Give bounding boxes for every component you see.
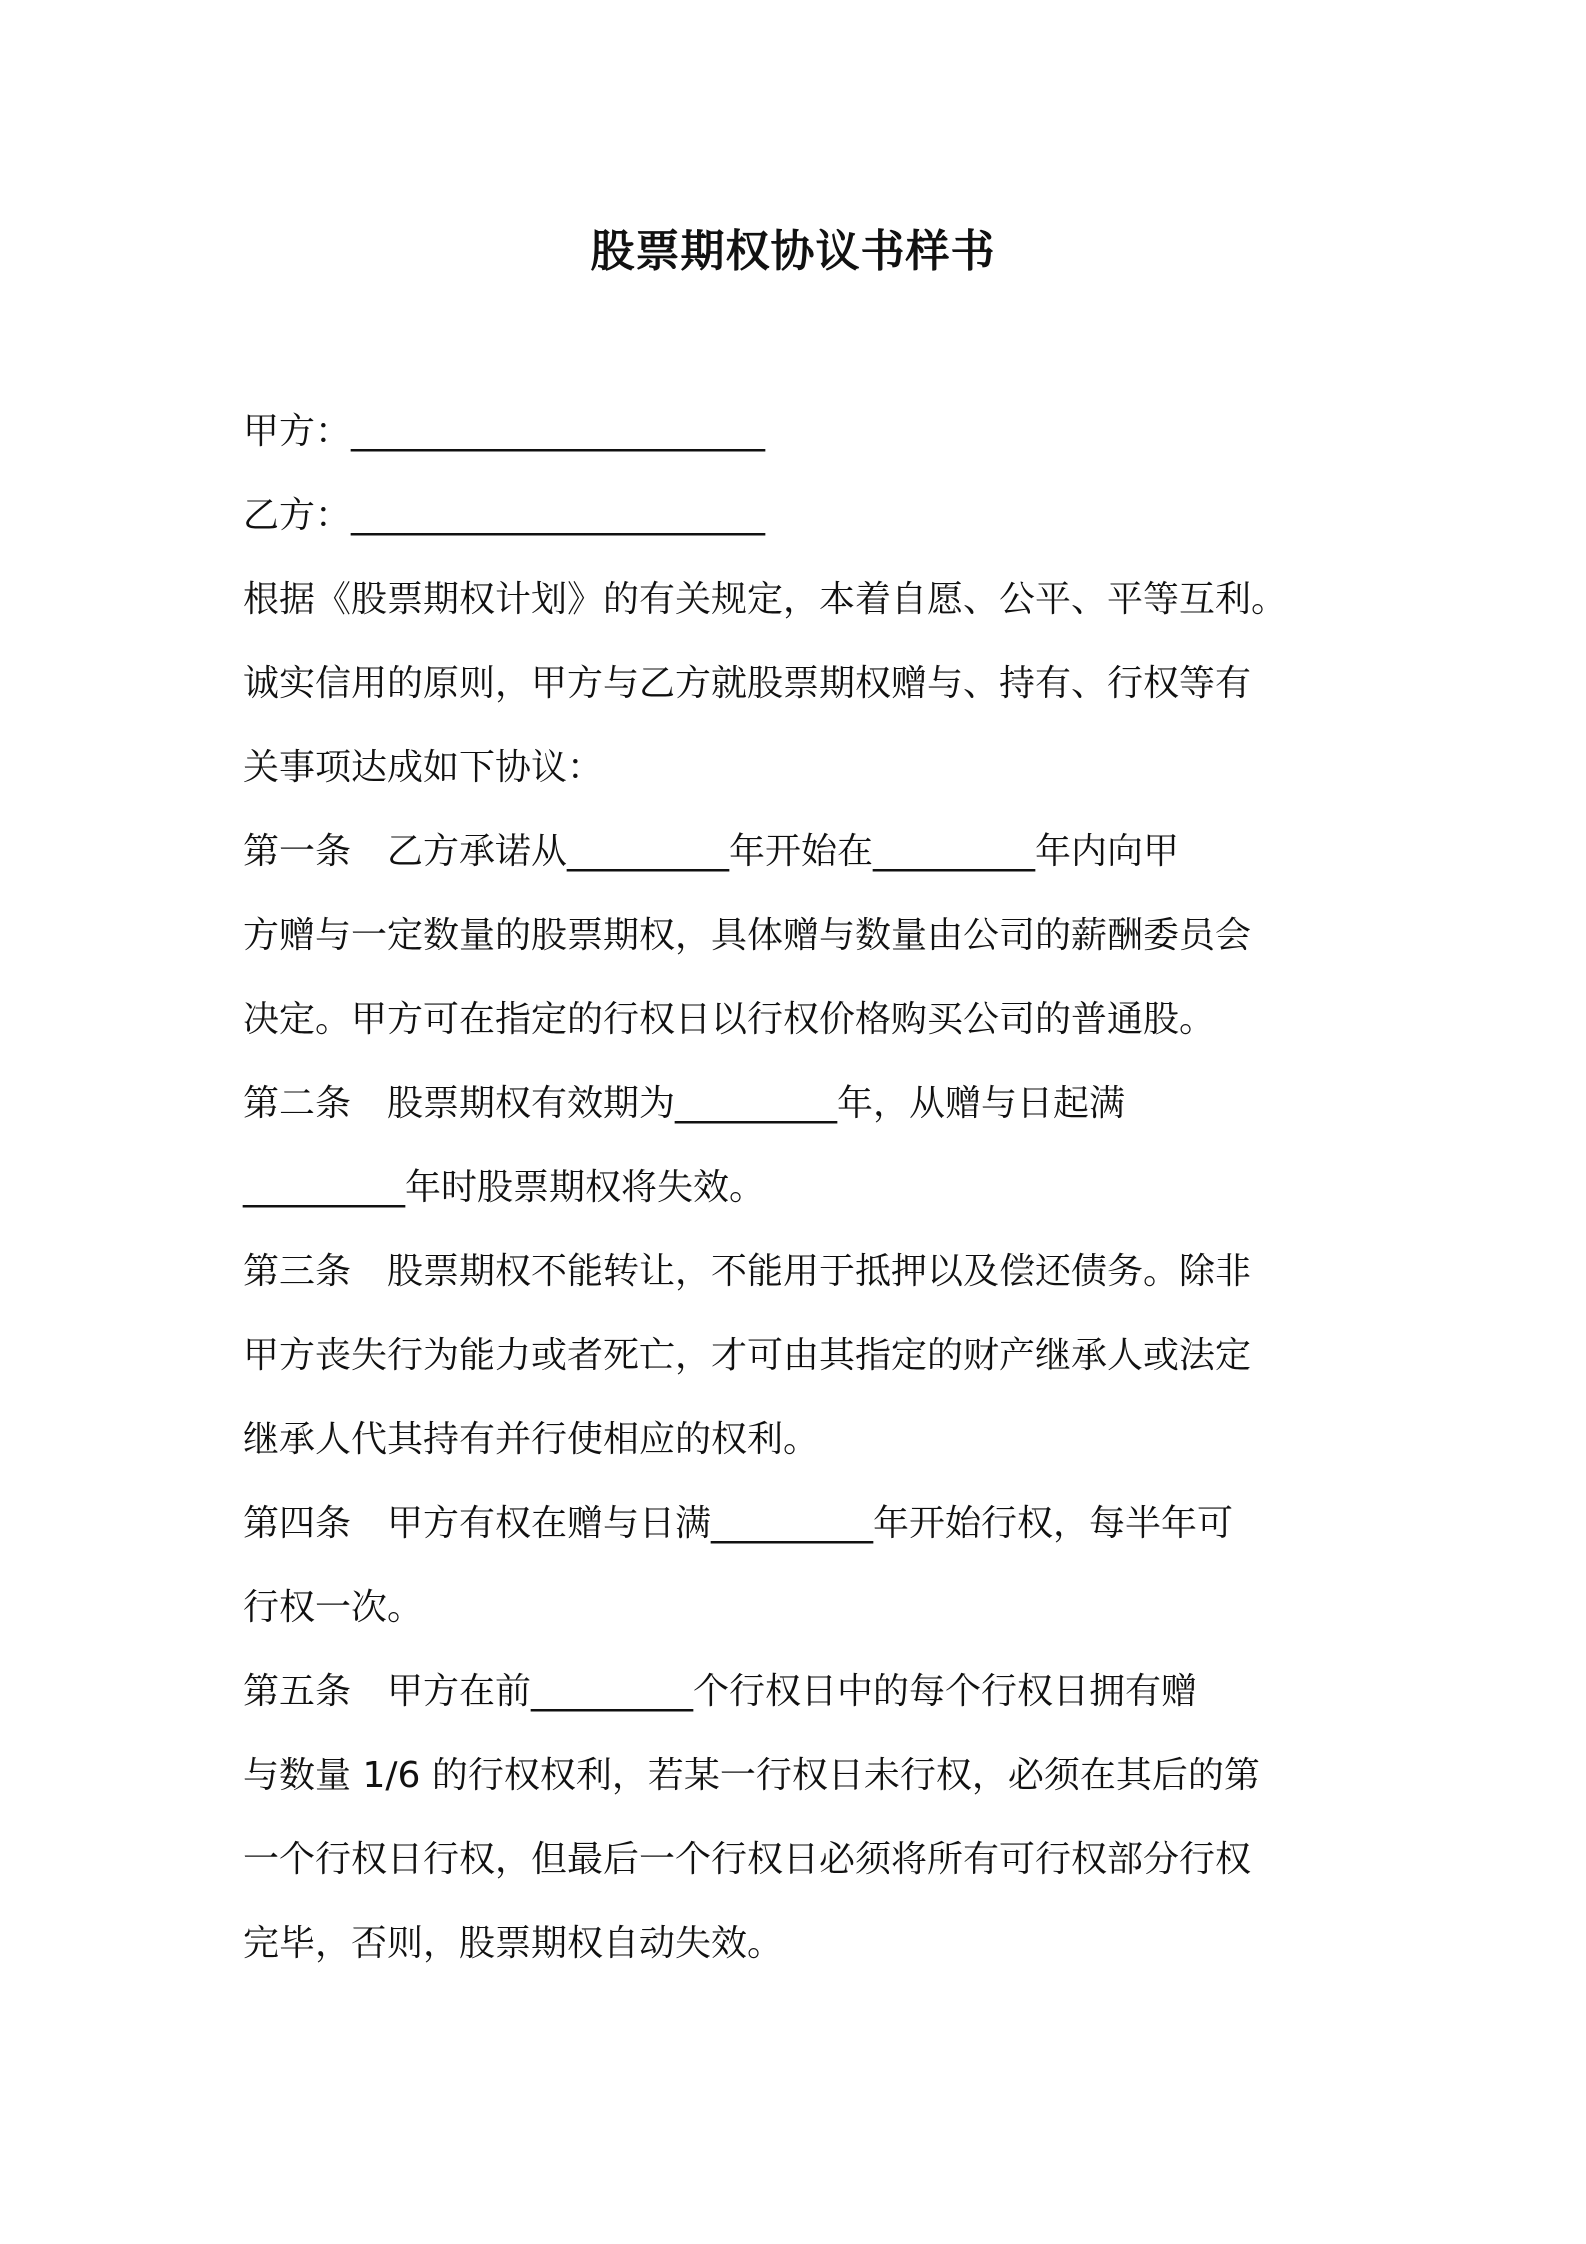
party-a-label: 甲方： (243, 411, 352, 452)
body-line: 方赠与一定数量的股票期权，具体赠与数量由公司的薪酬委员会 (243, 915, 1252, 956)
party-b-label: 乙方： (243, 495, 352, 536)
body-line: 决定。甲方可在指定的行权日以行权价格购买公司的普通股。 (243, 999, 1216, 1040)
body-line: 诚实信用的原则，甲方与乙方就股票期权赠与、持有、行权等有 (243, 663, 1252, 704)
article-1-line: 第一条 乙方承诺从_________年开始在_________年内向甲 (243, 831, 1180, 872)
document-title: 股票期权协议书样书 (590, 226, 996, 277)
body-line: 甲方丧失行为能力或者死亡，才可由其指定的财产继承人或法定 (243, 1335, 1252, 1376)
article-5-line: 第五条 甲方在前_________个行权日中的每个行权日拥有赠 (243, 1671, 1198, 1712)
article-4-line: 第四条 甲方有权在赠与日满_________年开始行权，每半年可 (243, 1503, 1234, 1544)
party-b-line (243, 474, 1353, 558)
party-a-blank: _______________________ (351, 411, 766, 452)
party-a-line (243, 390, 1353, 474)
body-line: 行权一次。 (243, 1587, 424, 1628)
body-line: 根据《股票期权计划》的有关规定，本着自愿、公平、平等互利。 (243, 579, 1288, 620)
body-line: 完毕，否则，股票期权自动失效。 (243, 1923, 784, 1964)
body-line: 关事项达成如下协议： (243, 747, 604, 788)
body-line: _________年时股票期权将失效。 (243, 1167, 766, 1208)
body-line: 与数量 1/6 的行权权利，若某一行权日未行权，必须在其后的第 (243, 1755, 1260, 1796)
body-line: 继承人代其持有并行使相应的权利。 (243, 1419, 820, 1460)
article-3-line: 第三条 股票期权不能转让，不能用于抵押以及偿还债务。除非 (243, 1251, 1252, 1292)
body-line: 一个行权日行权，但最后一个行权日必须将所有可行权部分行权 (243, 1839, 1252, 1880)
article-2-line: 第二条 股票期权有效期为_________年，从赠与日起满 (243, 1083, 1126, 1124)
party-b-blank: _______________________ (351, 495, 766, 536)
